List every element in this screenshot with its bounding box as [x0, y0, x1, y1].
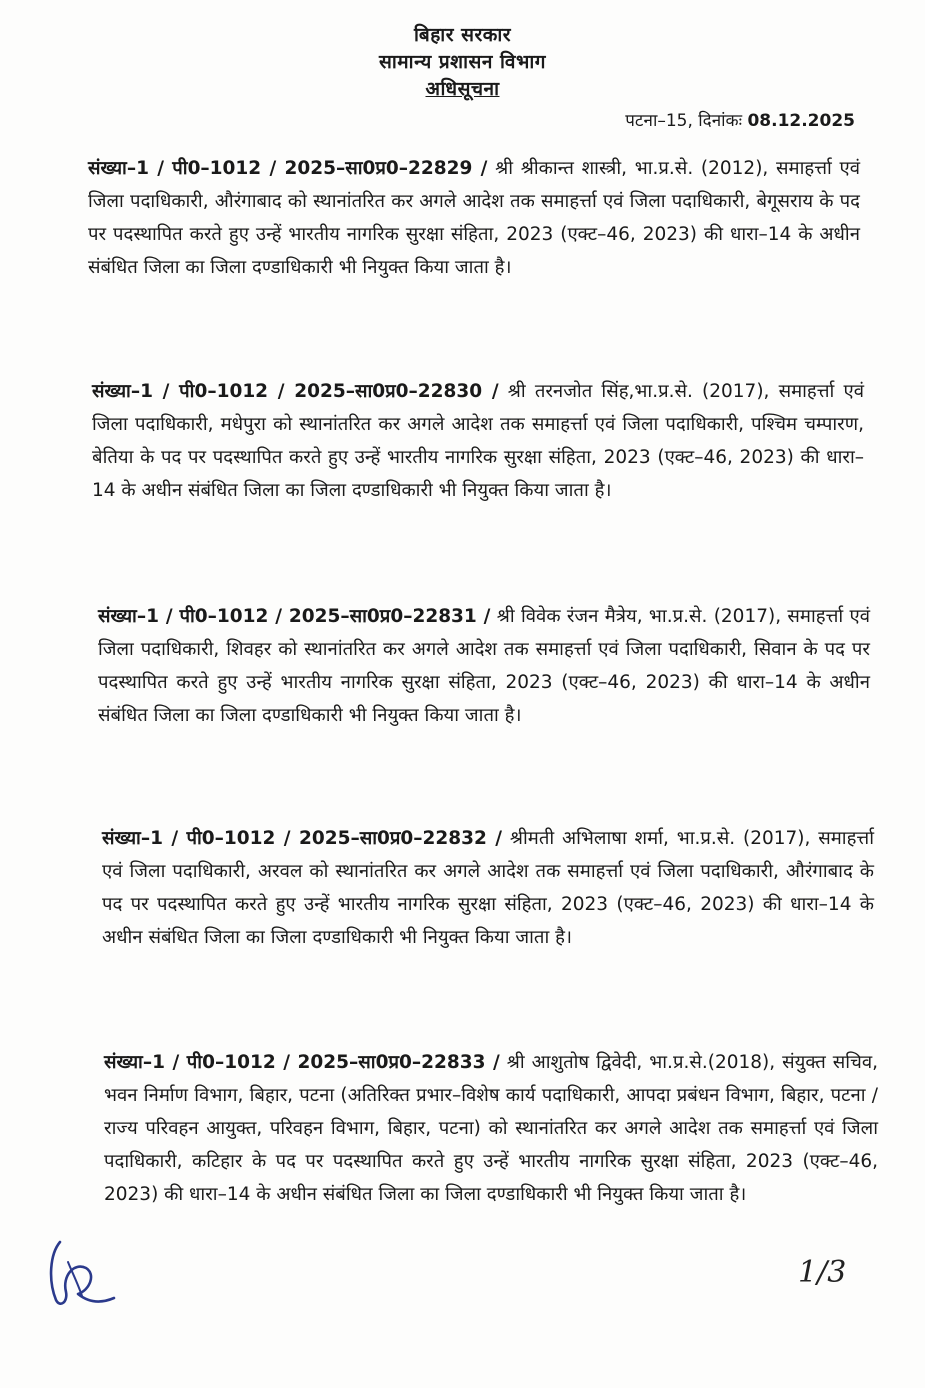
order-text: श्री आशुतोष द्विवेदी, भा.प्र.से.(2018), संयुक्त सचिव, भवन निर्माण विभाग, बिहार, पटना (अतिरिक्त प्रभार–विशेष कार्य पदाधिकारी, आपदा प्रबंधन विभाग, बिहार, पटना / राज्य परिवहन आयुक्त, परिवहन विभाग, बिहार, पटना) को स्थानांतरित कर अगले आदेश तक समाहर्त्ता एवं जिला पदाधिकारी, कटिहार के पद पर पदस्थापित करते हुए उन्हें भारतीय नागरिक सुरक्षा संहिता, 2023 (एक्ट–46, 2023) की धारा–14 के अधीन संबंधित जिला का जिला दण्डाधिकारी भी नियुक्त किया जाता है।	[104, 1052, 878, 1205]
order-paragraph	[88, 152, 860, 284]
order-reference: संख्या–1 / पी0–1012 / 2025–सा0प्र0–22832 /	[102, 828, 503, 849]
order-reference: संख्या–1 / पी0–1012 / 2025–सा0प्र0–22831 /	[98, 606, 491, 627]
notification-title: अधिसूचना	[425, 78, 500, 100]
order-paragraph	[98, 600, 870, 732]
order-text: श्री तरनजोत सिंह,भा.प्र.से. (2017), समाहर्त्ता एवं जिला पदाधिकारी, मधेपुरा को स्थानांतरित कर अगले आदेश तक समाहर्त्ता एवं जिला पदाधिकारी, पश्चिम चम्पारण, बेतिया के पद पर पदस्थापित करते हुए उन्हें भारतीय नागरिक सुरक्षा संहिता, 2023 (एक्ट–46, 2023) की धारा–14 के अधीन संबंधित जिला का जिला दण्डाधिकारी भी नियुक्त किया जाता है।	[92, 381, 864, 501]
date-value: 08.12.2025	[747, 111, 855, 131]
order-text: श्री विवेक रंजन मैत्रेय, भा.प्र.से. (2017), समाहर्त्ता एवं जिला पदाधिकारी, शिवहर को स्थानांतरित कर अगले आदेश तक समाहर्त्ता एवं जिला पदाधिकारी, सिवान के पद पर पदस्थापित करते हुए उन्हें भारतीय नागरिक सुरक्षा संहिता, 2023 (एक्ट–46, 2023) की धारा–14 के अधीन संबंधित जिला का जिला दण्डाधिकारी भी नियुक्त किया जाता है।	[98, 606, 870, 726]
order-paragraph	[104, 1046, 878, 1211]
department-name: सामान्य प्रशासन विभाग	[379, 51, 546, 73]
order-reference: संख्या–1 / पी0–1012 / 2025–सा0प्र0–22833 /	[104, 1052, 500, 1073]
date-place: पटना–15, दिनांकः	[625, 111, 743, 131]
order-reference: संख्या–1 / पी0–1012 / 2025–सा0प्र0–22829 /	[88, 158, 488, 179]
order-paragraph	[92, 375, 864, 507]
document-header	[0, 22, 925, 103]
order-text: श्री श्रीकान्त शास्त्री, भा.प्र.से. (2012), समाहर्त्ता एवं जिला पदाधिकारी, औरंगाबाद को स्थानांतरित कर अगले आदेश तक समाहर्त्ता एवं जिला पदाधिकारी, बेगूसराय के पद पर पदस्थापित करते हुए उन्हें भारतीय नागरिक सुरक्षा संहिता, 2023 (एक्ट–46, 2023) की धारा–14 के अधीन संबंधित जिला का जिला दण्डाधिकारी भी नियुक्त किया जाता है।	[88, 158, 860, 278]
page-number: 1/3	[798, 1255, 847, 1290]
government-name: बिहार सरकार	[413, 24, 512, 46]
order-reference: संख्या–1 / पी0–1012 / 2025–सा0प्र0–22830 /	[92, 381, 499, 402]
order-text: श्रीमती अभिलाषा शर्मा, भा.प्र.से. (2017), समाहर्त्ता एवं जिला पदाधिकारी, अरवल को स्थानांतरित कर अगले आदेश तक समाहर्त्ता एवं जिला पदाधिकारी, औरंगाबाद के पद पर पदस्थापित करते हुए उन्हें भारतीय नागरिक सुरक्षा संहिता, 2023 (एक्ट–46, 2023) की धारा–14 के अधीन संबंधित जिला का जिला दण्डाधिकारी भी नियुक्त किया जाता है।	[102, 828, 874, 948]
order-paragraph	[102, 822, 874, 954]
signature-mark	[38, 1232, 118, 1312]
date-line	[625, 108, 855, 131]
